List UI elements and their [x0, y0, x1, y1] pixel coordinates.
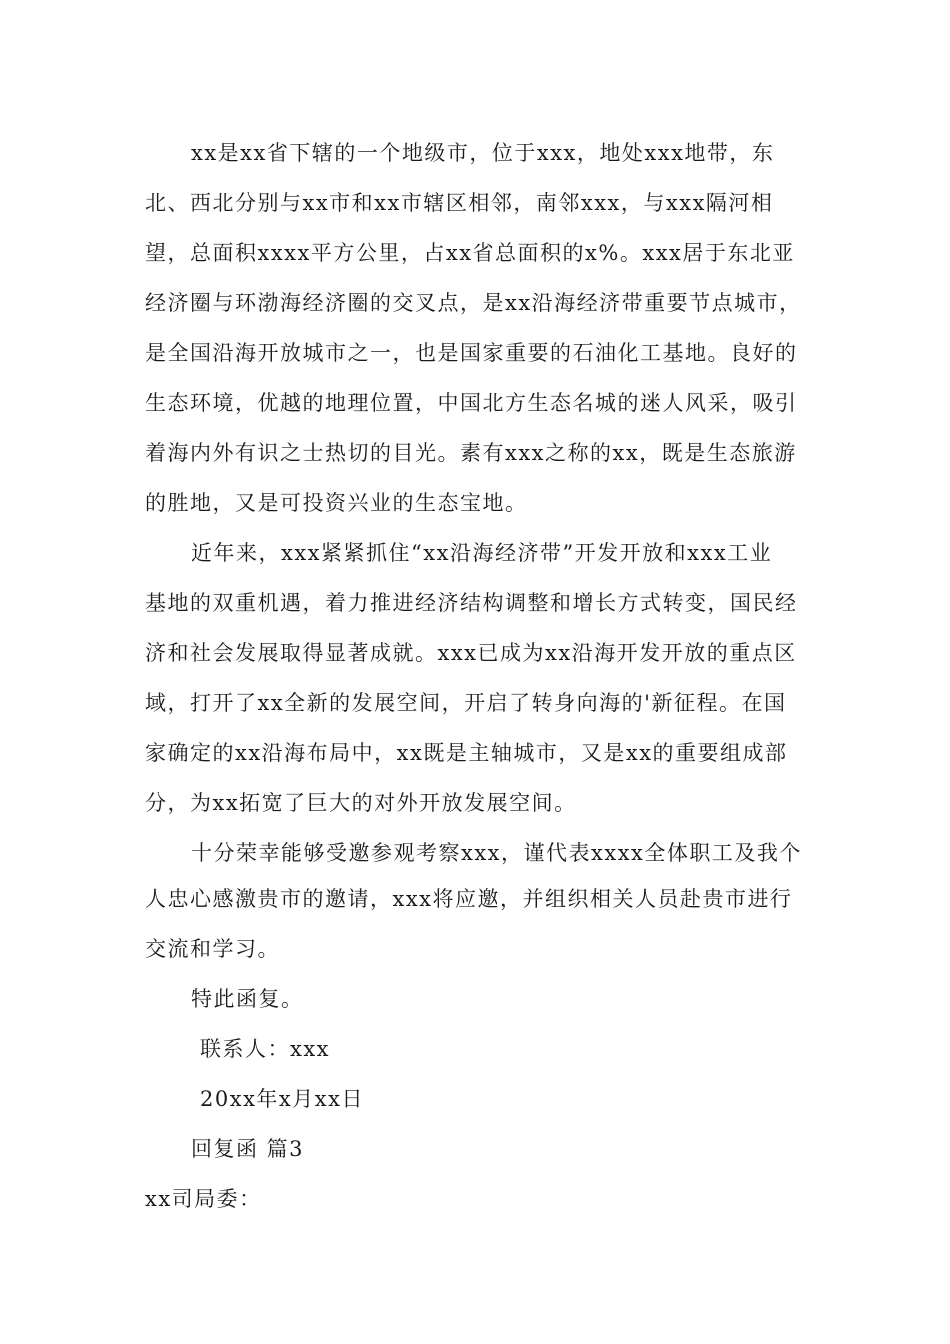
paragraph-2-line: 家确定的xx沿海布局中，xx既是主轴城市，又是xx的重要组成部: [145, 741, 788, 765]
paragraph-1-line: 经济圈与环渤海经济圈的交叉点，是xx沿海经济带重要节点城市，: [145, 291, 802, 315]
paragraph-2-line: 基地的双重机遇，着力推进经济结构调整和增长方式转变，国民经: [145, 591, 798, 615]
date-line: 20xx年x月xx日: [200, 1087, 364, 1111]
paragraph-1-line: 北、西北分别与xx市和xx市辖区相邻，南邻xxx，与xxx隔河相: [145, 191, 774, 215]
paragraph-1-line: xx是xx省下辖的一个地级市，位于xxx，地处xxx地带，东: [191, 141, 775, 165]
paragraph-1-line: 是全国沿海开放城市之一，也是国家重要的石油化工基地。良好的: [145, 341, 798, 365]
paragraph-2-line: 域，打开了xx全新的发展空间，开启了转身向海的'新征程。在国: [145, 691, 787, 715]
paragraph-2-line: 分，为xx拓宽了巨大的对外开放发展空间。: [145, 791, 577, 815]
paragraph-1-line: 着海内外有识之士热切的目光。素有xxx之称的xx，既是生态旅游: [145, 441, 797, 465]
contact-line: 联系人：xxx: [200, 1037, 331, 1061]
paragraph-2-line: 近年来，xxx紧紧抓住“xx沿海经济带”开发开放和xxx工业: [191, 541, 773, 565]
section-title: 回复函 篇3: [191, 1137, 305, 1161]
closing-text: 特此函复。: [191, 987, 304, 1011]
paragraph-3-line: 交流和学习。: [145, 937, 280, 961]
paragraph-1-line: 望，总面积xxxx平方公里，占xx省总面积的x%。xxx居于东北亚: [145, 241, 795, 265]
paragraph-3-line: 人忠心感激贵市的邀请，xxx将应邀，并组织相关人员赴贵市进行: [145, 887, 793, 911]
paragraph-1-line: 生态环境，优越的地理位置，中国北方生态名城的迷人风采，吸引: [145, 391, 798, 415]
paragraph-3-line: 十分荣幸能够受邀参观考察xxx，谨代表xxxx全体职工及我个: [191, 841, 802, 865]
paragraph-2-line: 济和社会发展取得显著成就。xxx已成为xx沿海开发开放的重点区: [145, 641, 797, 665]
salutation: xx司局委：: [145, 1187, 262, 1211]
paragraph-1-line: 的胜地，又是可投资兴业的生态宝地。: [145, 491, 528, 515]
